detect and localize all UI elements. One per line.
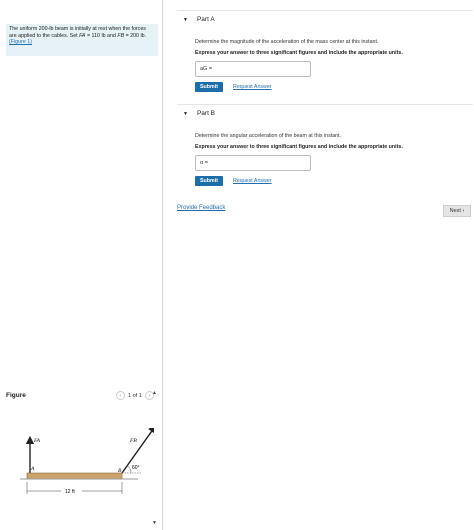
right-panel	[163, 0, 474, 530]
chevron-right-icon: ›	[460, 208, 465, 214]
part-b-title: Part B	[196, 110, 216, 117]
problem-text: .	[144, 32, 147, 39]
angle-arc	[128, 466, 132, 473]
fa-label: FA	[34, 438, 41, 444]
caret-down-icon: ▼	[183, 110, 188, 117]
part-b-header[interactable]	[177, 104, 473, 122]
scroll-down-icon[interactable]: ▼	[152, 520, 157, 526]
unit-lb: lb	[140, 32, 145, 39]
unit-lb: lb	[49, 26, 54, 32]
provide-feedback-link[interactable]: Provide Feedback	[177, 205, 226, 211]
part-a-title: Part A	[196, 16, 215, 23]
figure-title: Figure	[6, 392, 26, 399]
next-label: Next	[449, 208, 461, 214]
part-b-submit-button[interactable]: Submit	[195, 176, 223, 186]
fb-label: FB	[130, 438, 137, 444]
left-panel	[0, 0, 162, 530]
part-b-request-answer-link[interactable]: Request Answer	[233, 178, 272, 184]
part-b-answer-field[interactable]	[195, 155, 311, 171]
figure-link[interactable]: (Figure 1)	[9, 39, 32, 46]
point-b-label: B	[118, 468, 122, 474]
chevron-left-icon[interactable]: ‹	[116, 391, 125, 400]
part-a-header[interactable]	[177, 10, 473, 28]
part-a-answer-prefix: aG =	[200, 66, 213, 72]
part-a-submit-button[interactable]: Submit	[195, 82, 223, 92]
beam	[27, 473, 122, 479]
problem-text: The uniform 200-	[9, 26, 50, 32]
problem-text: = 110	[85, 32, 102, 39]
chevron-right-icon[interactable]: ›	[145, 391, 154, 400]
next-button[interactable]	[443, 205, 471, 217]
part-a-question: Determine the magnitude of the acceleration of the mass center at this instant.	[195, 39, 379, 45]
unit-lb: lb	[101, 32, 106, 39]
length-label: 12 ft	[65, 489, 75, 495]
problem-text: and	[105, 32, 118, 39]
pager-text: 1 of 1	[128, 392, 142, 399]
part-a-instruction: Express your answer to three significant figures and include the appropriate units.	[195, 50, 403, 56]
problem-statement	[6, 24, 158, 56]
problem-text: beam is initially at rest when the forces are applied to the cables. Set	[9, 26, 146, 39]
problem-text: = 200	[124, 32, 141, 39]
scroll-up-icon[interactable]: ▲	[152, 390, 157, 396]
fa-symbol: FA	[79, 32, 86, 39]
part-b-answer-prefix: α =	[200, 160, 208, 166]
part-b-instruction: Express your answer to three significant figures and include the appropriate units.	[195, 144, 403, 150]
part-b-question: Determine the angular acceleration of the beam at this instant.	[195, 133, 342, 139]
part-a-answer-field[interactable]	[195, 61, 311, 77]
part-a-request-answer-link[interactable]: Request Answer	[233, 84, 272, 90]
angle-label: 60°	[132, 465, 140, 471]
caret-down-icon: ▼	[183, 16, 188, 23]
point-a-label: A	[31, 466, 35, 472]
figure-scrollbar[interactable]	[152, 389, 158, 530]
fb-symbol: FB	[117, 32, 125, 39]
beam-figure	[14, 428, 154, 500]
figure-pager	[116, 391, 154, 400]
